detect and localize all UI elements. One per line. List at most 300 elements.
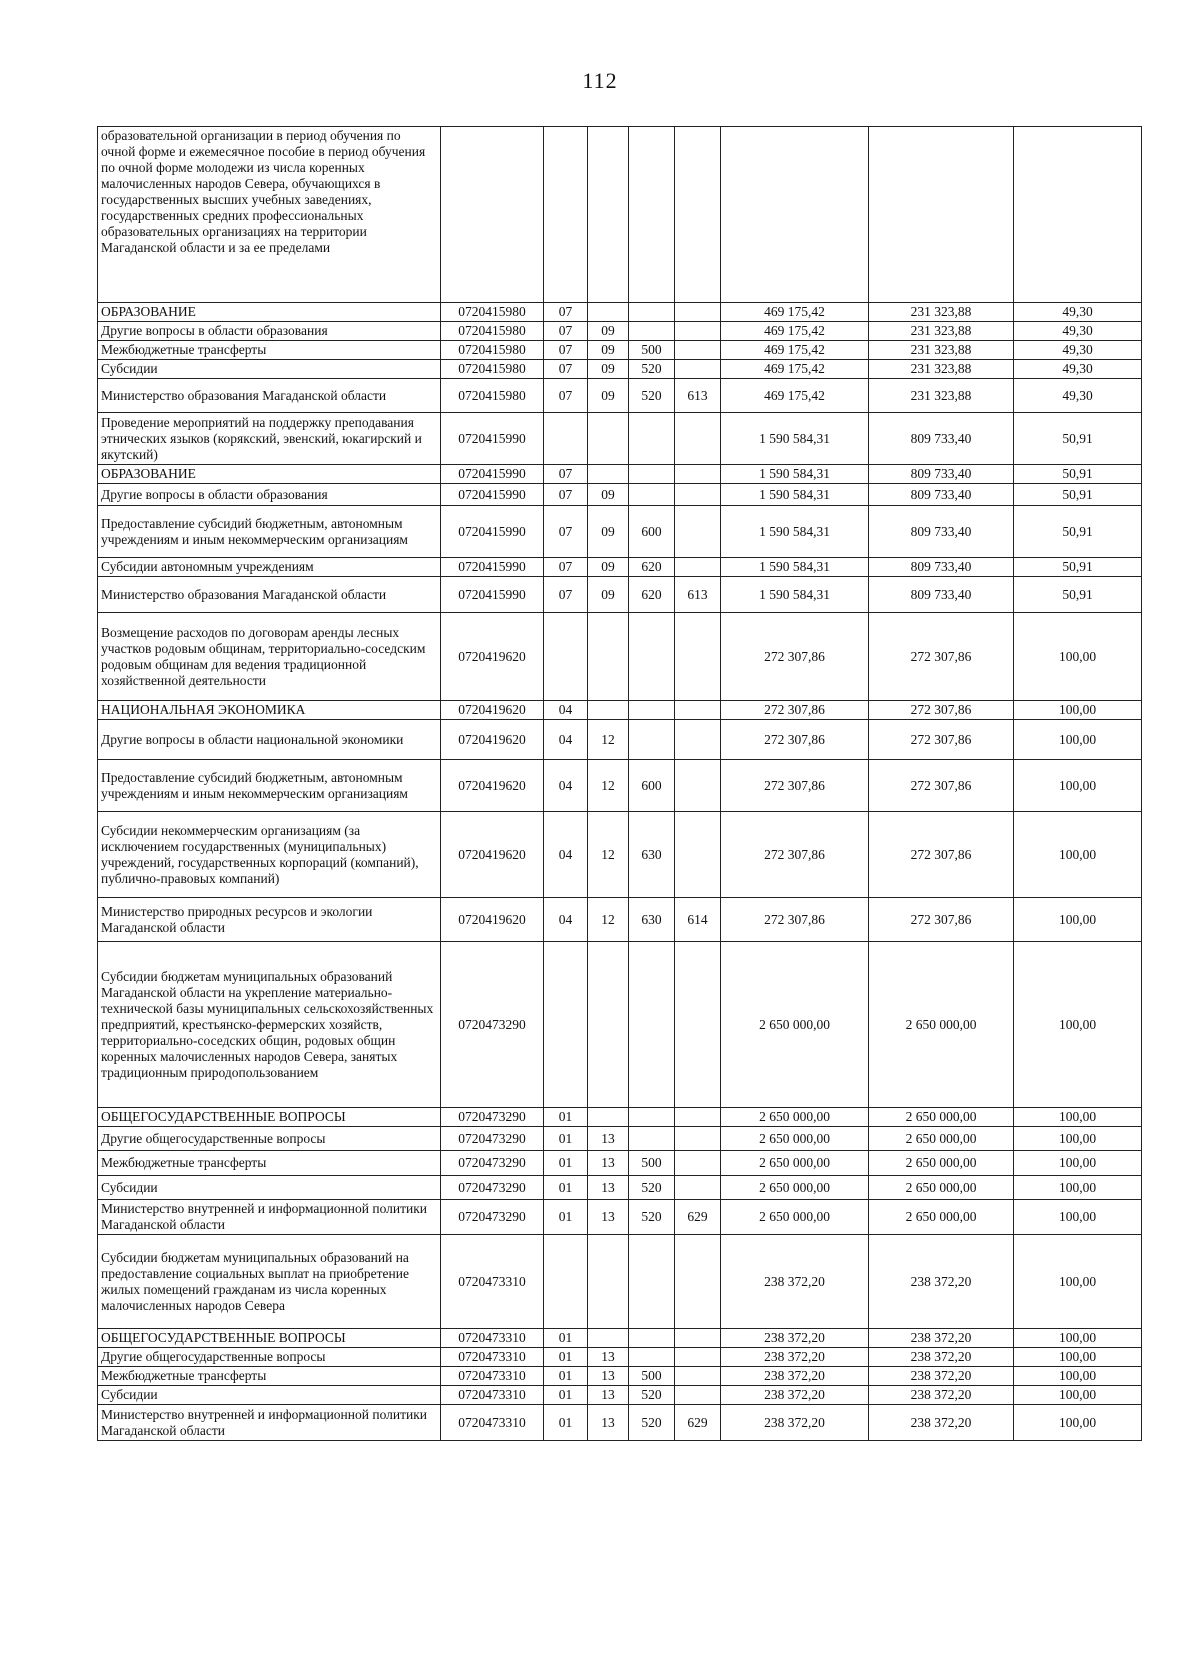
table-row	[98, 1367, 1142, 1386]
row-code: 0720473290	[441, 1200, 544, 1235]
row-name: Другие общегосударственные вопросы	[98, 1348, 441, 1367]
row-code: 0720419620	[441, 760, 544, 812]
row-percent: 100,00	[1014, 1151, 1142, 1176]
row-admin-code	[675, 812, 721, 898]
row-section: 07	[544, 484, 588, 506]
row-percent: 50,91	[1014, 506, 1142, 558]
row-expense-type	[629, 413, 675, 465]
row-subsection: 13	[588, 1348, 629, 1367]
table-row	[98, 360, 1142, 379]
table-body	[98, 127, 1142, 1441]
row-fact-amount: 231 323,88	[869, 322, 1014, 341]
table-row	[98, 558, 1142, 577]
row-expense-type: 520	[629, 1386, 675, 1405]
row-percent: 50,91	[1014, 484, 1142, 506]
row-percent: 50,91	[1014, 413, 1142, 465]
row-subsection: 09	[588, 577, 629, 613]
row-subsection	[588, 1235, 629, 1329]
row-fact-amount: 238 372,20	[869, 1329, 1014, 1348]
row-plan-amount: 469 175,42	[721, 379, 869, 413]
row-percent: 50,91	[1014, 558, 1142, 577]
row-percent: 100,00	[1014, 812, 1142, 898]
row-percent: 100,00	[1014, 720, 1142, 760]
row-name: ОБЩЕГОСУДАРСТВЕННЫЕ ВОПРОСЫ	[98, 1108, 441, 1127]
row-percent: 100,00	[1014, 1127, 1142, 1151]
table-row	[98, 1176, 1142, 1200]
row-section: 01	[544, 1127, 588, 1151]
row-code: 0720473290	[441, 1151, 544, 1176]
row-fact-amount: 231 323,88	[869, 303, 1014, 322]
row-fact-amount: 809 733,40	[869, 506, 1014, 558]
row-subsection: 13	[588, 1405, 629, 1441]
table-row	[98, 577, 1142, 613]
row-expense-type: 600	[629, 506, 675, 558]
table-row	[98, 812, 1142, 898]
row-percent: 49,30	[1014, 379, 1142, 413]
row-expense-type: 500	[629, 1367, 675, 1386]
row-fact-amount: 272 307,86	[869, 613, 1014, 701]
row-name: Субсидии некоммерческим организациям (за исключением государственных (муниципальных) учреждений, государственных корпораций (компаний), публично-правовых компаний)	[98, 812, 441, 898]
row-section: 01	[544, 1405, 588, 1441]
row-percent: 100,00	[1014, 1348, 1142, 1367]
row-plan-amount	[721, 127, 869, 303]
row-admin-code	[675, 360, 721, 379]
row-admin-code	[675, 127, 721, 303]
table-row	[98, 341, 1142, 360]
row-code: 0720473290	[441, 942, 544, 1108]
row-percent: 100,00	[1014, 613, 1142, 701]
row-subsection: 09	[588, 558, 629, 577]
table-row	[98, 613, 1142, 701]
row-section	[544, 1235, 588, 1329]
row-percent: 100,00	[1014, 1176, 1142, 1200]
row-admin-code: 613	[675, 577, 721, 613]
row-name: Другие вопросы в области национальной экономики	[98, 720, 441, 760]
row-section: 04	[544, 701, 588, 720]
row-code: 0720473310	[441, 1405, 544, 1441]
row-subsection: 12	[588, 760, 629, 812]
row-subsection: 09	[588, 484, 629, 506]
row-expense-type: 600	[629, 760, 675, 812]
row-fact-amount: 238 372,20	[869, 1405, 1014, 1441]
row-percent	[1014, 127, 1142, 303]
row-code: 0720473310	[441, 1386, 544, 1405]
row-section: 07	[544, 322, 588, 341]
row-percent: 100,00	[1014, 898, 1142, 942]
row-section: 07	[544, 558, 588, 577]
row-subsection	[588, 303, 629, 322]
row-subsection	[588, 613, 629, 701]
row-code: 0720415980	[441, 379, 544, 413]
row-subsection	[588, 1329, 629, 1348]
row-code: 0720415990	[441, 577, 544, 613]
row-admin-code: 613	[675, 379, 721, 413]
row-expense-type	[629, 1127, 675, 1151]
row-plan-amount: 2 650 000,00	[721, 1176, 869, 1200]
row-expense-type	[629, 322, 675, 341]
row-admin-code	[675, 484, 721, 506]
row-section: 04	[544, 760, 588, 812]
row-expense-type: 500	[629, 341, 675, 360]
row-name: Министерство природных ресурсов и экологии Магаданской области	[98, 898, 441, 942]
row-admin-code	[675, 558, 721, 577]
row-plan-amount: 272 307,86	[721, 613, 869, 701]
row-fact-amount: 809 733,40	[869, 413, 1014, 465]
row-code: 0720415990	[441, 558, 544, 577]
table-row	[98, 942, 1142, 1108]
row-name: Министерство внутренней и информационной политики Магаданской области	[98, 1405, 441, 1441]
row-code: 0720473310	[441, 1329, 544, 1348]
row-section: 01	[544, 1348, 588, 1367]
row-expense-type	[629, 465, 675, 484]
row-fact-amount: 2 650 000,00	[869, 1176, 1014, 1200]
row-admin-code	[675, 303, 721, 322]
table-row	[98, 1127, 1142, 1151]
row-plan-amount: 238 372,20	[721, 1329, 869, 1348]
budget-table	[97, 126, 1142, 1441]
row-code: 0720419620	[441, 812, 544, 898]
row-plan-amount: 272 307,86	[721, 898, 869, 942]
table-row	[98, 1235, 1142, 1329]
row-fact-amount: 231 323,88	[869, 379, 1014, 413]
row-plan-amount: 2 650 000,00	[721, 1151, 869, 1176]
row-subsection	[588, 413, 629, 465]
row-fact-amount: 809 733,40	[869, 465, 1014, 484]
table-row	[98, 898, 1142, 942]
row-admin-code	[675, 341, 721, 360]
table-row	[98, 1405, 1142, 1441]
table-row	[98, 1151, 1142, 1176]
row-plan-amount: 272 307,86	[721, 812, 869, 898]
table-row	[98, 379, 1142, 413]
row-expense-type: 620	[629, 577, 675, 613]
row-expense-type	[629, 613, 675, 701]
row-section: 04	[544, 720, 588, 760]
row-admin-code	[675, 322, 721, 341]
row-expense-type: 520	[629, 379, 675, 413]
row-expense-type	[629, 484, 675, 506]
row-name: Субсидии бюджетам муниципальных образований Магаданской области на укрепление материально-технической базы муниципальных сельскохозяйственных предприятий, крестьянско-фермерских хозяйств, территориально-соседских общин, родовых общин коренных малочисленных народов Севера, занятых традиционным природопользованием	[98, 942, 441, 1108]
row-admin-code	[675, 1386, 721, 1405]
row-section: 01	[544, 1151, 588, 1176]
row-percent: 50,91	[1014, 577, 1142, 613]
row-percent: 100,00	[1014, 1367, 1142, 1386]
row-expense-type: 620	[629, 558, 675, 577]
row-subsection	[588, 127, 629, 303]
row-expense-type	[629, 1108, 675, 1127]
row-percent: 49,30	[1014, 322, 1142, 341]
table-row	[98, 701, 1142, 720]
row-plan-amount: 1 590 584,31	[721, 465, 869, 484]
row-percent: 100,00	[1014, 1405, 1142, 1441]
row-code: 0720473290	[441, 1108, 544, 1127]
row-expense-type: 520	[629, 1176, 675, 1200]
row-fact-amount: 272 307,86	[869, 720, 1014, 760]
row-admin-code	[675, 760, 721, 812]
row-code: 0720419620	[441, 701, 544, 720]
row-subsection: 13	[588, 1200, 629, 1235]
table-row	[98, 1200, 1142, 1235]
row-plan-amount: 272 307,86	[721, 760, 869, 812]
row-section: 04	[544, 812, 588, 898]
row-code: 0720473290	[441, 1176, 544, 1200]
row-subsection: 13	[588, 1176, 629, 1200]
row-fact-amount: 2 650 000,00	[869, 942, 1014, 1108]
row-section	[544, 413, 588, 465]
row-section	[544, 127, 588, 303]
table-row	[98, 720, 1142, 760]
row-name: ОБРАЗОВАНИЕ	[98, 303, 441, 322]
row-percent: 100,00	[1014, 1200, 1142, 1235]
row-subsection: 12	[588, 898, 629, 942]
row-expense-type	[629, 1329, 675, 1348]
row-plan-amount: 272 307,86	[721, 720, 869, 760]
row-name: Межбюджетные трансферты	[98, 341, 441, 360]
row-admin-code	[675, 1367, 721, 1386]
row-expense-type	[629, 1235, 675, 1329]
row-percent: 50,91	[1014, 465, 1142, 484]
row-subsection: 09	[588, 341, 629, 360]
row-plan-amount: 238 372,20	[721, 1367, 869, 1386]
row-subsection	[588, 465, 629, 484]
row-code: 0720473290	[441, 1127, 544, 1151]
row-plan-amount: 469 175,42	[721, 360, 869, 379]
row-expense-type: 630	[629, 812, 675, 898]
row-plan-amount: 238 372,20	[721, 1386, 869, 1405]
row-admin-code	[675, 1235, 721, 1329]
row-section: 01	[544, 1200, 588, 1235]
row-expense-type: 500	[629, 1151, 675, 1176]
row-fact-amount: 2 650 000,00	[869, 1108, 1014, 1127]
row-subsection: 09	[588, 379, 629, 413]
row-section: 01	[544, 1367, 588, 1386]
row-fact-amount: 809 733,40	[869, 558, 1014, 577]
row-code: 0720415980	[441, 303, 544, 322]
row-code: 0720419620	[441, 720, 544, 760]
row-percent: 100,00	[1014, 942, 1142, 1108]
row-subsection: 13	[588, 1151, 629, 1176]
row-fact-amount: 272 307,86	[869, 701, 1014, 720]
row-admin-code	[675, 465, 721, 484]
row-section: 01	[544, 1108, 588, 1127]
row-admin-code: 629	[675, 1200, 721, 1235]
row-expense-type	[629, 303, 675, 322]
table-row	[98, 465, 1142, 484]
row-fact-amount: 231 323,88	[869, 341, 1014, 360]
row-fact-amount	[869, 127, 1014, 303]
row-name: Министерство образования Магаданской области	[98, 379, 441, 413]
row-admin-code: 629	[675, 1405, 721, 1441]
row-code: 0720415980	[441, 360, 544, 379]
row-name: Субсидии бюджетам муниципальных образований на предоставление социальных выплат на приобретение жилых помещений гражданам из числа коренных малочисленных народов Севера	[98, 1235, 441, 1329]
row-section: 04	[544, 898, 588, 942]
row-admin-code	[675, 506, 721, 558]
row-percent: 100,00	[1014, 760, 1142, 812]
row-code: 0720473310	[441, 1235, 544, 1329]
row-section: 07	[544, 379, 588, 413]
row-subsection: 09	[588, 360, 629, 379]
row-fact-amount: 809 733,40	[869, 484, 1014, 506]
row-plan-amount: 1 590 584,31	[721, 558, 869, 577]
row-plan-amount: 2 650 000,00	[721, 942, 869, 1108]
row-fact-amount: 272 307,86	[869, 812, 1014, 898]
row-subsection: 13	[588, 1386, 629, 1405]
row-fact-amount: 809 733,40	[869, 577, 1014, 613]
row-name: образовательной организации в период обучения по очной форме и ежемесячное пособие в период обучения по очной форме молодежи из числа коренных малочисленных народов Севера, обучающихся в государственных высших учебных заведениях, государственных средних профессиональных образовательных организациях на территории Магаданской области и за ее пределами	[98, 127, 441, 303]
row-subsection	[588, 701, 629, 720]
row-subsection: 09	[588, 322, 629, 341]
row-code: 0720415990	[441, 484, 544, 506]
row-section: 01	[544, 1176, 588, 1200]
row-name: Проведение мероприятий на поддержку преподавания этнических языков (корякский, эвенский, юкагирский и якутский)	[98, 413, 441, 465]
row-expense-type: 520	[629, 1405, 675, 1441]
row-subsection: 13	[588, 1367, 629, 1386]
row-percent: 100,00	[1014, 701, 1142, 720]
row-plan-amount: 238 372,20	[721, 1235, 869, 1329]
row-fact-amount: 238 372,20	[869, 1386, 1014, 1405]
row-fact-amount: 2 650 000,00	[869, 1200, 1014, 1235]
row-expense-type	[629, 127, 675, 303]
row-subsection: 09	[588, 506, 629, 558]
row-fact-amount: 272 307,86	[869, 898, 1014, 942]
row-plan-amount: 469 175,42	[721, 303, 869, 322]
row-code	[441, 127, 544, 303]
row-fact-amount: 238 372,20	[869, 1367, 1014, 1386]
row-plan-amount: 2 650 000,00	[721, 1127, 869, 1151]
row-admin-code	[675, 1329, 721, 1348]
row-name: НАЦИОНАЛЬНАЯ ЭКОНОМИКА	[98, 701, 441, 720]
row-subsection	[588, 1108, 629, 1127]
table-row	[98, 127, 1142, 303]
row-name: Другие общегосударственные вопросы	[98, 1127, 441, 1151]
row-section: 07	[544, 506, 588, 558]
row-name: Межбюджетные трансферты	[98, 1151, 441, 1176]
page-number: 112	[582, 68, 618, 93]
row-percent: 100,00	[1014, 1329, 1142, 1348]
row-plan-amount: 2 650 000,00	[721, 1200, 869, 1235]
row-admin-code	[675, 720, 721, 760]
row-admin-code	[675, 613, 721, 701]
table-row	[98, 760, 1142, 812]
row-fact-amount: 2 650 000,00	[869, 1127, 1014, 1151]
row-admin-code	[675, 942, 721, 1108]
row-section	[544, 942, 588, 1108]
row-expense-type	[629, 701, 675, 720]
table-row	[98, 322, 1142, 341]
row-subsection: 13	[588, 1127, 629, 1151]
row-name: Субсидии	[98, 1386, 441, 1405]
row-section: 01	[544, 1386, 588, 1405]
row-plan-amount: 238 372,20	[721, 1405, 869, 1441]
row-name: Другие вопросы в области образования	[98, 484, 441, 506]
row-code: 0720415990	[441, 506, 544, 558]
row-name: ОБЩЕГОСУДАРСТВЕННЫЕ ВОПРОСЫ	[98, 1329, 441, 1348]
row-admin-code	[675, 1348, 721, 1367]
row-section	[544, 613, 588, 701]
table-row	[98, 1386, 1142, 1405]
row-admin-code	[675, 1151, 721, 1176]
table-row	[98, 413, 1142, 465]
row-code: 0720419620	[441, 613, 544, 701]
row-plan-amount: 1 590 584,31	[721, 577, 869, 613]
row-fact-amount: 2 650 000,00	[869, 1151, 1014, 1176]
row-code: 0720415990	[441, 465, 544, 484]
row-fact-amount: 272 307,86	[869, 760, 1014, 812]
table-row	[98, 303, 1142, 322]
row-expense-type	[629, 720, 675, 760]
row-name: Министерство внутренней и информационной политики Магаданской области	[98, 1200, 441, 1235]
row-subsection: 12	[588, 720, 629, 760]
row-section: 07	[544, 360, 588, 379]
row-fact-amount: 238 372,20	[869, 1235, 1014, 1329]
row-plan-amount: 238 372,20	[721, 1348, 869, 1367]
table-row	[98, 1348, 1142, 1367]
row-fact-amount: 231 323,88	[869, 360, 1014, 379]
row-code: 0720419620	[441, 898, 544, 942]
row-code: 0720473310	[441, 1367, 544, 1386]
row-code: 0720415990	[441, 413, 544, 465]
row-plan-amount: 1 590 584,31	[721, 506, 869, 558]
row-plan-amount: 272 307,86	[721, 701, 869, 720]
row-admin-code	[675, 413, 721, 465]
table-row	[98, 1108, 1142, 1127]
row-name: Субсидии	[98, 1176, 441, 1200]
row-name: Другие вопросы в области образования	[98, 322, 441, 341]
row-name: Министерство образования Магаданской области	[98, 577, 441, 613]
row-section: 07	[544, 465, 588, 484]
table-row	[98, 506, 1142, 558]
row-expense-type	[629, 942, 675, 1108]
row-admin-code	[675, 1108, 721, 1127]
row-admin-code	[675, 701, 721, 720]
row-percent: 100,00	[1014, 1108, 1142, 1127]
row-admin-code	[675, 1176, 721, 1200]
row-percent: 49,30	[1014, 360, 1142, 379]
row-plan-amount: 1 590 584,31	[721, 484, 869, 506]
row-name: Субсидии автономным учреждениям	[98, 558, 441, 577]
row-percent: 49,30	[1014, 303, 1142, 322]
row-subsection: 12	[588, 812, 629, 898]
row-section: 07	[544, 341, 588, 360]
row-code: 0720415980	[441, 322, 544, 341]
row-percent: 100,00	[1014, 1386, 1142, 1405]
row-section: 07	[544, 303, 588, 322]
row-admin-code	[675, 1127, 721, 1151]
row-expense-type: 520	[629, 1200, 675, 1235]
row-plan-amount: 1 590 584,31	[721, 413, 869, 465]
row-expense-type	[629, 1348, 675, 1367]
row-section: 07	[544, 577, 588, 613]
table-row	[98, 1329, 1142, 1348]
row-name: Возмещение расходов по договорам аренды лесных участков родовым общинам, территориально-соседским родовым общинам для ведения традиционной хозяйственной деятельности	[98, 613, 441, 701]
row-subsection	[588, 942, 629, 1108]
table-row	[98, 484, 1142, 506]
row-name: Межбюджетные трансферты	[98, 1367, 441, 1386]
row-code: 0720473310	[441, 1348, 544, 1367]
row-section: 01	[544, 1329, 588, 1348]
row-plan-amount: 469 175,42	[721, 322, 869, 341]
row-percent: 100,00	[1014, 1235, 1142, 1329]
row-plan-amount: 469 175,42	[721, 341, 869, 360]
row-expense-type: 520	[629, 360, 675, 379]
row-admin-code: 614	[675, 898, 721, 942]
row-name: Субсидии	[98, 360, 441, 379]
row-name: ОБРАЗОВАНИЕ	[98, 465, 441, 484]
row-name: Предоставление субсидий бюджетным, автономным учреждениям и иным некоммерческим организациям	[98, 506, 441, 558]
row-fact-amount: 238 372,20	[869, 1348, 1014, 1367]
row-name: Предоставление субсидий бюджетным, автономным учреждениям и иным некоммерческим организациям	[98, 760, 441, 812]
row-percent: 49,30	[1014, 341, 1142, 360]
